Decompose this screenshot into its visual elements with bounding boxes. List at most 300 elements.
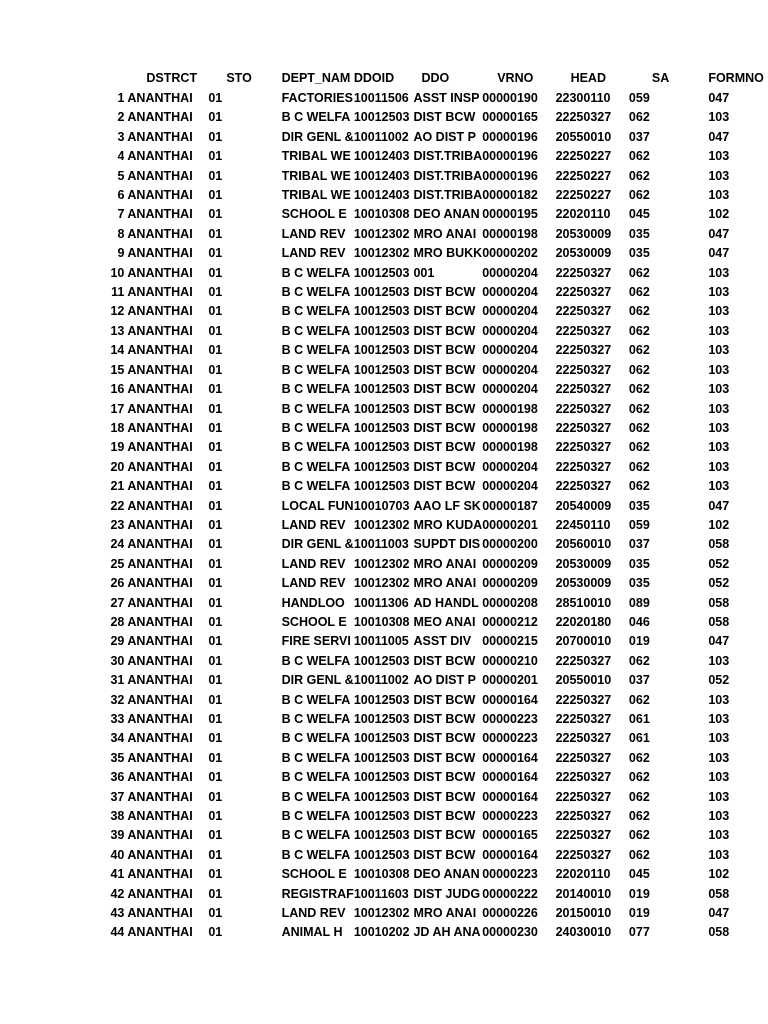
head-cell: 22250327 (555, 692, 612, 707)
row-number: 1 (117, 91, 125, 105)
district-cell: ANANTHAI (127, 323, 193, 338)
head-cell: 22020110 (555, 207, 611, 222)
sa-cell: 019 (628, 886, 650, 901)
header-sto: STO (226, 70, 252, 85)
vrno-cell: 00000164 (482, 847, 538, 862)
ddo-cell: DIST BCW (413, 440, 476, 455)
dept-name-cell: B C WELFA (281, 809, 351, 824)
formno-cell: 103 (708, 382, 730, 397)
formno-cell: 103 (708, 362, 730, 377)
ddo-cell: DIST BCW (413, 110, 476, 125)
vrno-cell: 00000198 (482, 401, 538, 416)
district-cell: ANANTHAI (127, 906, 193, 921)
sto-cell: 01 (208, 517, 223, 532)
ddoid-cell: 10012302 (353, 226, 410, 241)
table-row (104, 729, 768, 748)
sa-cell: 062 (628, 304, 650, 319)
district-cell: ANANTHAI (127, 847, 193, 862)
vrno-cell: 00000164 (482, 789, 538, 804)
district-cell: ANANTHAI (127, 634, 193, 649)
formno-cell: 102 (708, 867, 730, 882)
ddo-cell: DIST BCW (413, 343, 476, 358)
dept-name-cell: B C WELFA (281, 401, 351, 416)
sa-cell: 062 (628, 188, 650, 203)
ddo-cell: DIST BCW (413, 479, 476, 494)
row-number: 5 (117, 168, 125, 183)
head-cell: 22250327 (555, 653, 612, 668)
district-cell: ANANTHAI (127, 91, 193, 105)
ddoid-cell: 10010202 (353, 925, 410, 940)
sto-cell: 01 (208, 770, 223, 785)
district-cell: ANANTHAI (127, 226, 193, 241)
ddo-cell: DIST BCW (413, 712, 476, 726)
vrno-cell: 00000223 (482, 867, 538, 882)
ddo-cell: DEO ANAN (413, 207, 480, 222)
dept-name-cell: FACTORIES (281, 91, 353, 105)
sto-cell: 01 (208, 207, 223, 222)
table-row (104, 147, 768, 166)
dept-name-cell: B C WELFA (281, 110, 351, 125)
vrno-cell: 00000196 (482, 129, 538, 144)
formno-cell: 103 (708, 459, 730, 474)
formno-cell: 103 (708, 847, 730, 862)
row-number: 33 (110, 712, 125, 726)
district-cell: ANANTHAI (127, 673, 193, 688)
formno-cell: 103 (708, 770, 730, 785)
row-number: 43 (110, 906, 125, 921)
sto-cell: 01 (208, 382, 223, 397)
sto-cell: 01 (208, 731, 223, 746)
sa-cell: 037 (628, 129, 650, 144)
district-cell: ANANTHAI (127, 517, 193, 532)
table-row (104, 613, 768, 632)
header-ddoid: DDOID (353, 70, 395, 85)
vrno-cell: 00000209 (482, 576, 538, 591)
row-number: 16 (110, 382, 125, 397)
ddoid-cell: 10012503 (353, 770, 410, 785)
header-vrno: VRNO (497, 70, 534, 85)
sto-cell: 01 (208, 498, 223, 513)
table-row (104, 516, 768, 535)
vrno-cell: 00000223 (482, 731, 538, 746)
ddoid-cell: 10012503 (353, 731, 410, 746)
head-cell: 22250327 (555, 828, 612, 843)
sa-cell: 062 (628, 847, 650, 862)
row-number: 3 (117, 129, 125, 144)
sto-cell: 01 (208, 809, 223, 824)
district-cell: ANANTHAI (127, 867, 193, 882)
dept-name-cell: HANDLOO (281, 595, 345, 610)
head-cell: 22250227 (555, 168, 612, 183)
head-cell: 22250327 (555, 304, 612, 319)
ddoid-cell: 10012503 (353, 382, 410, 397)
data-table (104, 68, 768, 943)
row-number: 40 (110, 847, 125, 862)
ddo-cell: DIST.TRIBA (413, 188, 483, 203)
district-cell: ANANTHAI (127, 614, 193, 629)
sa-cell: 062 (628, 770, 650, 785)
header-sa: SA (651, 70, 670, 85)
district-cell: ANANTHAI (127, 382, 193, 397)
head-cell: 20550010 (555, 129, 612, 144)
formno-cell: 103 (708, 188, 730, 203)
district-cell: ANANTHAI (127, 731, 193, 746)
ddoid-cell: 10012503 (353, 750, 410, 765)
head-cell: 20530009 (555, 556, 612, 571)
vrno-cell: 00000204 (482, 323, 538, 338)
head-cell: 22250327 (555, 731, 612, 746)
dept-name-cell: B C WELFA (281, 828, 351, 843)
sto-cell: 01 (208, 653, 223, 668)
ddoid-cell: 10012302 (353, 517, 410, 532)
ddo-cell: DIST BCW (413, 847, 476, 862)
district-cell: ANANTHAI (127, 285, 193, 300)
ddo-cell: DIST BCW (413, 828, 476, 843)
vrno-cell: 00000215 (482, 634, 538, 649)
ddoid-cell: 10012503 (353, 789, 410, 804)
formno-cell: 047 (708, 906, 730, 921)
table-row (104, 244, 768, 263)
table-row (104, 923, 768, 942)
district-cell: ANANTHAI (127, 770, 193, 785)
sto-cell: 01 (208, 595, 223, 610)
vrno-cell: 00000212 (482, 614, 538, 629)
row-number: 10 (110, 265, 125, 280)
district-cell: ANANTHAI (127, 343, 193, 358)
head-cell: 22250327 (555, 401, 612, 416)
district-cell: ANANTHAI (127, 246, 193, 261)
row-number: 11 (111, 285, 125, 300)
table-row (104, 264, 768, 283)
table-row (104, 632, 768, 651)
ddo-cell: DIST BCW (413, 362, 476, 377)
table-row (104, 710, 768, 729)
ddoid-cell: 10012503 (353, 420, 410, 435)
ddo-cell: DIST BCW (413, 420, 476, 435)
formno-cell: 103 (708, 304, 730, 319)
sto-cell: 01 (208, 847, 223, 862)
header-row-number (104, 68, 124, 89)
vrno-cell: 00000165 (482, 110, 538, 125)
ddo-cell: MRO ANAI (413, 556, 477, 571)
table-row (104, 419, 768, 438)
sto-cell: 01 (208, 906, 223, 921)
district-cell: ANANTHAI (127, 110, 193, 125)
dept-name-cell: B C WELFA (281, 265, 351, 280)
head-cell: 20140010 (555, 886, 612, 901)
head-cell: 20150010 (555, 906, 612, 921)
district-cell: ANANTHAI (127, 750, 193, 765)
table-row (104, 400, 768, 419)
district-cell: ANANTHAI (127, 304, 193, 319)
row-number: 28 (110, 614, 125, 629)
sa-cell: 062 (628, 692, 650, 707)
vrno-cell: 00000201 (482, 517, 538, 532)
ddoid-cell: 10012503 (353, 692, 410, 707)
ddo-cell: DIST BCW (413, 401, 476, 416)
row-number: 13 (110, 323, 125, 338)
row-number: 8 (117, 226, 125, 241)
row-number: 41 (110, 867, 125, 882)
formno-cell: 103 (708, 265, 730, 280)
sto-cell: 01 (208, 91, 223, 105)
ddo-cell: DIST JUDG (413, 886, 481, 901)
sa-cell: 037 (628, 673, 650, 688)
sto-cell: 01 (208, 692, 223, 707)
district-cell: ANANTHAI (127, 576, 193, 591)
sa-cell: 062 (628, 323, 650, 338)
formno-cell: 103 (708, 285, 730, 300)
sto-cell: 01 (208, 440, 223, 455)
row-number: 39 (110, 828, 125, 843)
vrno-cell: 00000204 (482, 343, 538, 358)
head-cell: 22250327 (555, 362, 612, 377)
sa-cell: 077 (628, 925, 650, 940)
dept-name-cell: B C WELFA (281, 653, 351, 668)
ddoid-cell: 10012503 (353, 459, 410, 474)
sa-cell: 062 (628, 401, 650, 416)
sa-cell: 062 (628, 653, 650, 668)
ddo-cell: ASST INSP (413, 91, 480, 105)
ddo-cell: DIST BCW (413, 382, 476, 397)
ddoid-cell: 10011003 (353, 537, 409, 552)
head-cell: 20530009 (555, 246, 612, 261)
vrno-cell: 00000204 (482, 285, 538, 300)
table-row (104, 904, 768, 923)
formno-cell: 047 (708, 226, 730, 241)
row-number: 38 (110, 809, 125, 824)
ddo-cell: DEO ANAN (413, 867, 480, 882)
sto-cell: 01 (208, 867, 223, 882)
formno-cell: 047 (708, 498, 730, 513)
sa-cell: 046 (628, 614, 650, 629)
dept-name-cell: B C WELFA (281, 789, 351, 804)
vrno-cell: 00000165 (482, 828, 538, 843)
row-number: 29 (110, 634, 125, 649)
formno-cell: 058 (708, 537, 730, 552)
row-number: 17 (110, 401, 125, 416)
ddo-cell: MRO ANAI (413, 576, 477, 591)
table-row (104, 128, 768, 147)
ddo-cell: ASST DIV (413, 634, 472, 649)
head-cell: 22300110 (555, 91, 611, 105)
table-row (104, 768, 768, 787)
formno-cell: 103 (708, 692, 730, 707)
row-number: 37 (110, 789, 125, 804)
vrno-cell: 00000204 (482, 382, 538, 397)
sto-cell: 01 (208, 712, 223, 726)
vrno-cell: 00000182 (482, 188, 538, 203)
row-number: 9 (117, 246, 125, 261)
table-row (104, 89, 768, 108)
sa-cell: 062 (628, 362, 650, 377)
row-number: 4 (117, 149, 125, 164)
formno-cell: 103 (708, 479, 730, 494)
ddoid-cell: 10012503 (353, 304, 410, 319)
dept-name-cell: B C WELFA (281, 692, 351, 707)
dept-name-cell: SCHOOL E (281, 867, 347, 882)
vrno-cell: 00000204 (482, 479, 538, 494)
district-cell: ANANTHAI (127, 886, 193, 901)
formno-cell: 103 (708, 440, 730, 455)
ddoid-cell: 10012302 (353, 906, 410, 921)
formno-cell: 103 (708, 343, 730, 358)
dept-name-cell: B C WELFA (281, 770, 351, 785)
dept-name-cell: B C WELFA (281, 323, 351, 338)
dept-name-cell: B C WELFA (281, 343, 351, 358)
ddo-cell: AD HANDL (413, 595, 479, 610)
sa-cell: 062 (628, 285, 650, 300)
formno-cell: 047 (708, 246, 730, 261)
table-row (104, 380, 768, 399)
ddoid-cell: 10012503 (353, 809, 410, 824)
sto-cell: 01 (208, 110, 223, 125)
table-row (104, 652, 768, 671)
sa-cell: 035 (628, 556, 650, 571)
ddoid-cell: 10012503 (353, 479, 410, 494)
district-cell: ANANTHAI (127, 653, 193, 668)
row-number: 21 (110, 479, 125, 494)
head-cell: 22020110 (555, 867, 611, 882)
dept-name-cell: LAND REV (281, 906, 346, 921)
table-row (104, 186, 768, 205)
ddo-cell: DIST BCW (413, 285, 476, 300)
ddoid-cell: 10012503 (353, 401, 410, 416)
row-number: 27 (110, 595, 125, 610)
table-row (104, 167, 768, 186)
row-number: 35 (110, 750, 125, 765)
head-cell: 22250227 (555, 188, 612, 203)
district-cell: ANANTHAI (127, 401, 193, 416)
head-cell: 22250327 (555, 382, 612, 397)
table-row (104, 574, 768, 593)
row-number: 36 (110, 770, 125, 785)
sa-cell: 062 (628, 110, 650, 125)
sto-cell: 01 (208, 168, 223, 183)
formno-cell: 058 (708, 925, 730, 940)
sa-cell: 062 (628, 343, 650, 358)
row-number: 25 (110, 556, 125, 571)
vrno-cell: 00000223 (482, 712, 538, 726)
formno-cell: 052 (708, 556, 730, 571)
ddo-cell: DIST BCW (413, 809, 476, 824)
ddoid-cell: 10011306 (353, 595, 409, 610)
row-number: 7 (117, 207, 125, 222)
vrno-cell: 00000201 (482, 673, 538, 688)
vrno-cell: 00000164 (482, 770, 538, 785)
head-cell: 22250327 (555, 343, 612, 358)
sto-cell: 01 (208, 129, 223, 144)
formno-cell: 047 (708, 634, 730, 649)
ddo-cell: DIST BCW (413, 653, 476, 668)
sa-cell: 045 (628, 867, 650, 882)
table-row (104, 108, 768, 127)
row-number: 23 (110, 517, 125, 532)
row-number: 12 (110, 304, 125, 319)
sto-cell: 01 (208, 246, 223, 261)
table-row (104, 361, 768, 380)
sto-cell: 01 (208, 265, 223, 280)
vrno-cell: 00000222 (482, 886, 538, 901)
sa-cell: 035 (628, 226, 650, 241)
table-row (104, 826, 768, 845)
sa-cell: 089 (628, 595, 650, 610)
row-number: 24 (110, 537, 125, 552)
table-row (104, 807, 768, 826)
row-number: 20 (110, 459, 125, 474)
vrno-cell: 00000190 (482, 91, 538, 105)
sto-cell: 01 (208, 401, 223, 416)
table-row (104, 671, 768, 690)
ddoid-cell: 10010308 (353, 614, 410, 629)
header-row (104, 68, 768, 89)
dept-name-cell: TRIBAL WE (281, 149, 351, 164)
vrno-cell: 00000208 (482, 595, 538, 610)
ddo-cell: DIST BCW (413, 770, 476, 785)
dept-name-cell: B C WELFA (281, 420, 351, 435)
district-cell: ANANTHAI (127, 556, 193, 571)
ddoid-cell: 10012403 (353, 149, 410, 164)
row-number: 31 (110, 673, 125, 688)
head-cell: 20700010 (555, 634, 612, 649)
table-row (104, 691, 768, 710)
formno-cell: 103 (708, 750, 730, 765)
header-dstrct: DSTRCT (146, 70, 198, 85)
vrno-cell: 00000204 (482, 304, 538, 319)
head-cell: 22250327 (555, 712, 612, 726)
head-cell: 22250327 (555, 459, 612, 474)
ddoid-cell: 10011506 (353, 91, 409, 105)
ddoid-cell: 10012503 (353, 343, 410, 358)
ddo-cell: DIST BCW (413, 731, 476, 746)
vrno-cell: 00000204 (482, 362, 538, 377)
formno-cell: 103 (708, 420, 730, 435)
header-ddo: DDO (421, 70, 450, 85)
sa-cell: 019 (628, 634, 650, 649)
dept-name-cell: B C WELFA (281, 479, 351, 494)
sa-cell: 059 (628, 517, 650, 532)
row-number: 44 (110, 925, 125, 940)
district-cell: ANANTHAI (127, 420, 193, 435)
dept-name-cell: B C WELFA (281, 731, 351, 746)
sa-cell: 035 (628, 246, 650, 261)
formno-cell: 103 (708, 323, 730, 338)
sto-cell: 01 (208, 673, 223, 688)
ddoid-cell: 10012503 (353, 847, 410, 862)
district-cell: ANANTHAI (127, 129, 193, 144)
sa-cell: 062 (628, 828, 650, 843)
district-cell: ANANTHAI (127, 207, 193, 222)
table-row (104, 846, 768, 865)
formno-cell: 052 (708, 576, 730, 591)
district-cell: ANANTHAI (127, 692, 193, 707)
head-cell: 22250327 (555, 770, 612, 785)
dept-name-cell: TRIBAL WE (281, 188, 351, 203)
formno-cell: 052 (708, 673, 730, 688)
ddo-cell: DIST BCW (413, 750, 476, 765)
district-cell: ANANTHAI (127, 440, 193, 455)
district-cell: ANANTHAI (127, 265, 193, 280)
ddo-cell: JD AH ANA (413, 925, 481, 940)
formno-cell: 103 (708, 828, 730, 843)
formno-cell: 103 (708, 149, 730, 164)
district-cell: ANANTHAI (127, 362, 193, 377)
dept-name-cell: SCHOOL E (281, 614, 347, 629)
row-number: 2 (117, 110, 125, 125)
dept-name-cell: DIR GENL & (281, 129, 354, 144)
sto-cell: 01 (208, 537, 223, 552)
row-number: 30 (110, 653, 125, 668)
